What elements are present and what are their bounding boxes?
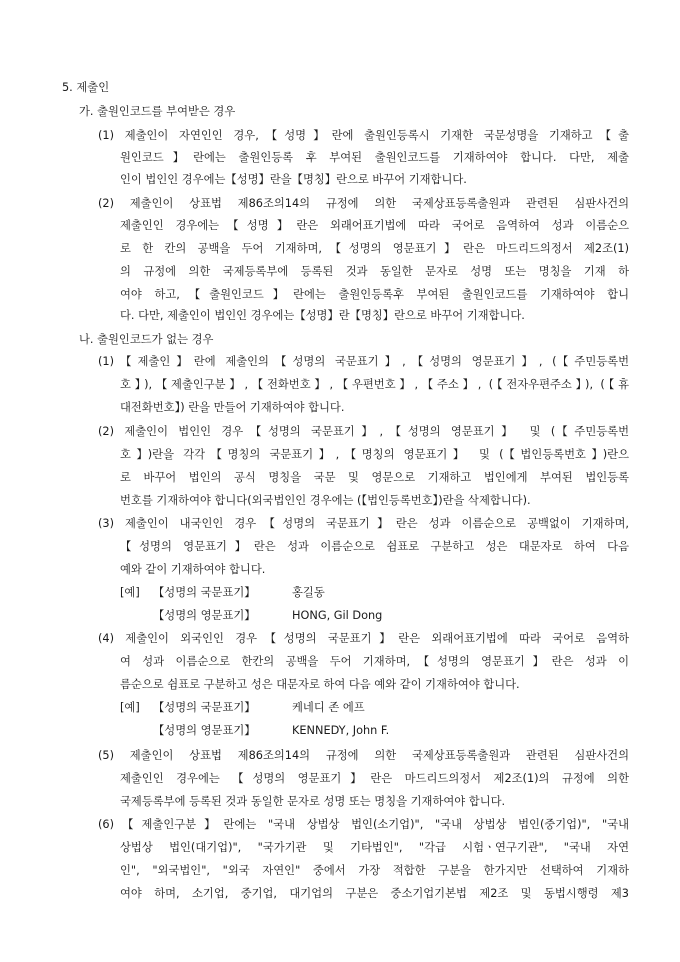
section-heading: 5. 제출인 (62, 81, 110, 94)
example-label: [예] (120, 701, 140, 714)
example-value: KENNEDY, John F. (292, 724, 390, 737)
subsection-title-b: 나. 출원인코드가 없는 경우 (79, 333, 214, 346)
example-label: [예] (120, 586, 140, 599)
example-value: 케네디 존 에프 (292, 701, 365, 714)
example-field: 【성명의 국문표기】 (153, 586, 256, 599)
example-field: 【성명의 국문표기】 (153, 701, 256, 714)
example-field: 【성명의 영문표기】 (153, 724, 256, 737)
subsection-title-a: 가. 출원인코드를 부여받은 경우 (79, 105, 236, 118)
example-value: 홍길동 (292, 586, 325, 599)
example-field: 【성명의 영문표기】 (153, 609, 256, 622)
document-page: 5. 제출인 가. 출원인코드를 부여받은 경우 (1) 제출인이 자연인인 경우,【성명】란에 출원인등록시 기재한 국문성명을 기재하고【출 원인코드】란에는 출원인등록 후 부여된 출원인코드를 기재하여야 합니다. 다만, 제출 인이 법인인 경우에는【성명】란을【명칭】란으로 바꾸어 기재합니다. (2) 제출인이 상표법 제86조의14의 규정에 의한 국제상표등록출원과 관련된 심판사건의 제출인인 경우에는【성명】란은 외래어표기법에 따라 국어로 음역하여 성과 이름순으 로 한 칸의 공백을 두어 기재하며,【성명의 영문표기】란은 마드리드의정서 제2조(1) 의 규정에 의한 국제등록부에 등록된 것과 동일한 문자로 성명 또는 명칭을 기재 하 여야 하고,【출원인코드】란에는 출원인등록후 부여된 출원인코드를 기재하여야 합니 다. 다만, 제출인이 법인인 경우에는【성명】란【명칭】란으로 바꾸어 기재합니다. 나. 출원인코드가 없는 경우 (1)【제출인】란에 제출인의【성명의 국문표기】,【성명의 영문표기】, (【주민등록번 호】),【제출인구분】,【전화번호】,【우편번호】,【주소】, (【전자우편주소】), (【휴 대전화번호】) 란을 만들어 기재하여야 합니다. (2) 제출인이 법인인 경우【성명의 국문표기】,【성명의 영문표기】 및 (【주민등록번 호】)란을 각각【명칭의 국문표기】,【명칭의 영문표기】 및 (【법인등록번호】)란으 로 바꾸어 법인의 공식 명칭을 국문 및 영문으로 기재하고 법인에게 부여된 법인등록 번호를 기재하여야 합니다(외국법인인 경우에는 (【법인등록번호】)란을 삭제합니다). (3) 제출인이 내국인인 경우【성명의 국문표기】란은 성과 이름순으로 공백없이 기재하며, 【성명의 영문표기】란은 성과 이름순으로 쉼표로 구분하고 성은 대문자로 하여 다음 예와 같이 기재하여야 합니다. [예] 【성명의 국문표기】 홍길동 【성명의 영문표기】 HONG, Gil Dong (4) 제출인이 외국인인 경우【성명의 국문표기】란은 외래어표기법에 따라 국어로 음역하 여 성과 이름순으로 한칸의 공백을 두어 기재하며,【성명의 영문표기】란은 성과 이 름순으로 쉼표로 구분하고 성은 대문자로 하여 다음 예와 같이 기재하여야 합니다. [예] 【성명의 국문표기】 케네디 존 에프 【성명의 영문표기】 KENNEDY, John F. (5) 제출인이 상표법 제86조의14의 규정에 의한 국제상표등록출원과 관련된 심판사건의 제출인인 경우에는 【성명의 영문표기】란은 마드리드의정서 제2조(1)의 규정에 의한 국제등록부에 등록된 것과 동일한 문자로 성명 또는 명칭을 기재하여야 합니다. (6)【제출인구분】란에는 "국내 상법상 법인(소기업)", "국내 상법상 법인(중기업)", "국내 상법상 법인(대기업)", "국가기관 및 기타법인", "각급 시험ㆍ연구기관", "국내 자연 인", "외국법인", "외국 자연인" 중에서 가장 적합한 구분을 한가지만 선택하여 기재하 여야 하며, 소기업, 중기업, 대기업의 구분은 중소기업기본법 제2조 및 동법시행령 제3 (0, 0, 680, 962)
example-value: HONG, Gil Dong (292, 609, 383, 622)
